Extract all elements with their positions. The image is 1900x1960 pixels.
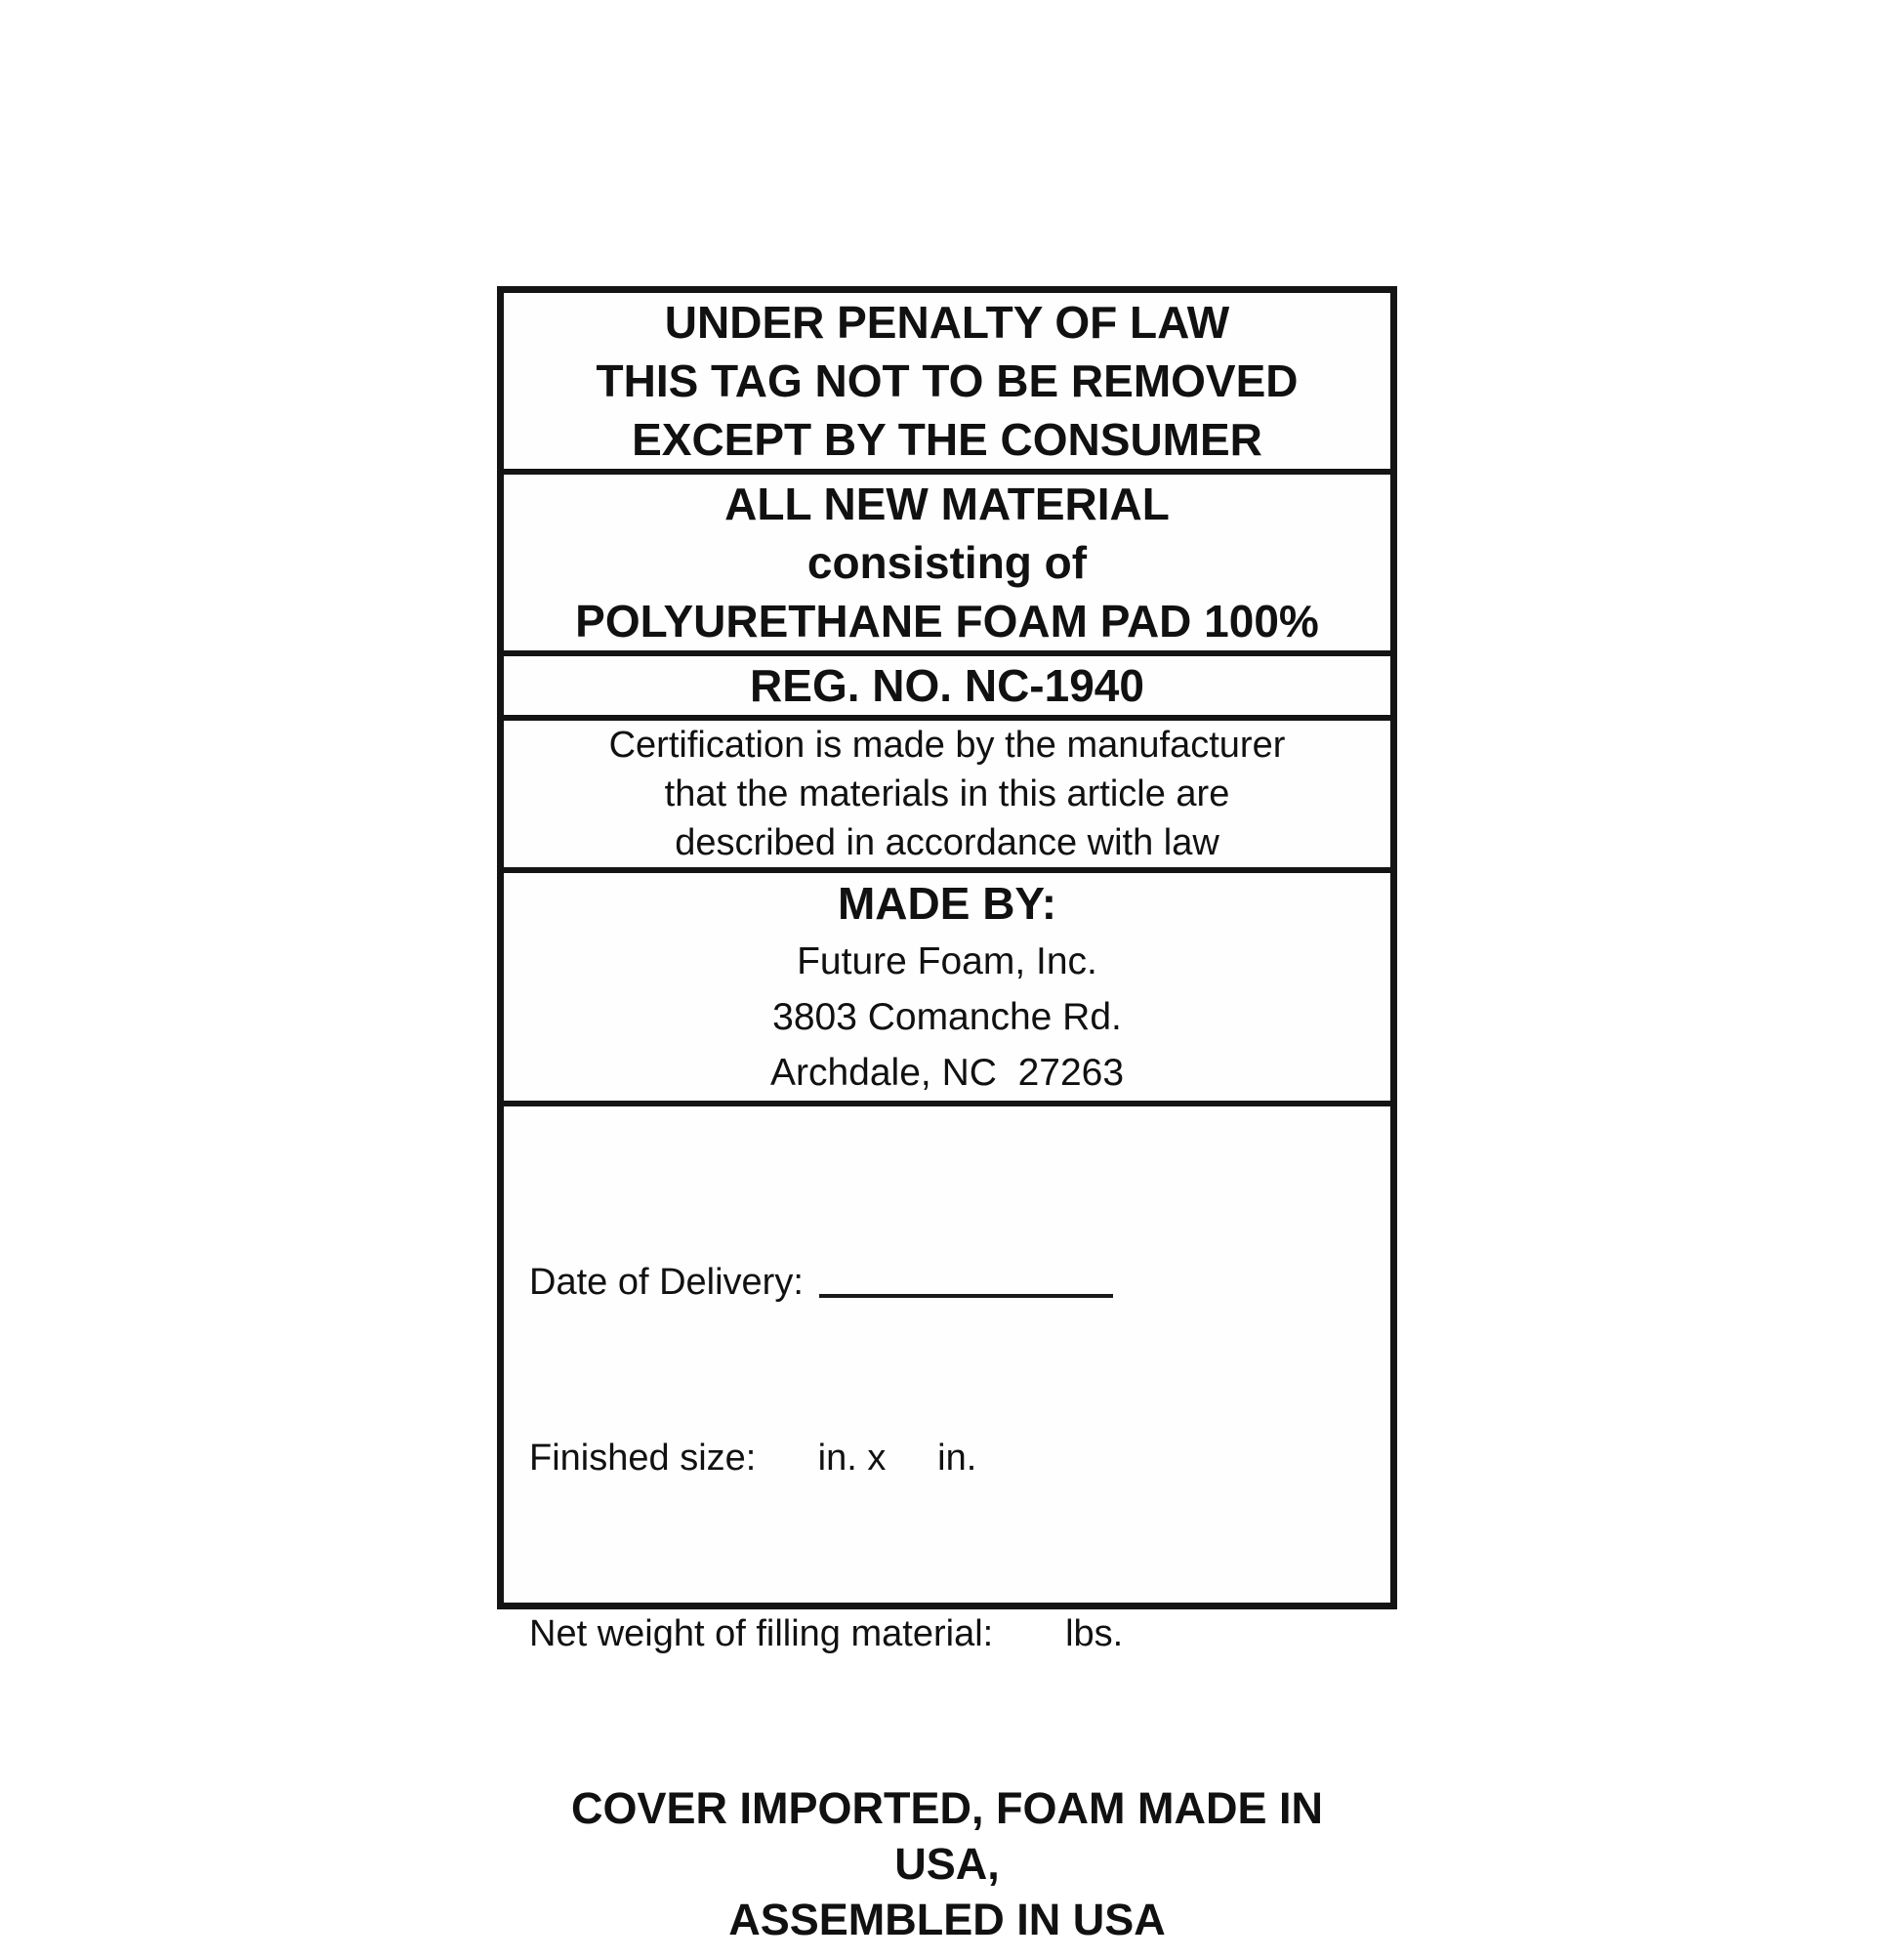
origin-line-1: COVER IMPORTED, FOAM MADE IN USA, xyxy=(570,1783,1323,1889)
material-section xyxy=(504,475,1390,656)
penalty-line-2: THIS TAG NOT TO BE REMOVED xyxy=(596,355,1299,406)
material-line-1: ALL NEW MATERIAL xyxy=(724,479,1170,529)
material-line-2: consisting of xyxy=(806,537,1088,588)
penalty-line-1: UNDER PENALTY OF LAW xyxy=(664,297,1230,348)
details-section xyxy=(504,1106,1390,1960)
origin-line-2: ASSEMBLED IN USA xyxy=(728,1895,1166,1944)
fill-in-block xyxy=(529,1136,1365,1780)
penalty-section xyxy=(504,293,1390,475)
material-line-3: POLYURETHANE FOAM PAD 100% xyxy=(575,596,1319,646)
law-tag xyxy=(497,286,1397,1944)
manufacturer-city-state-zip: Archdale, NC 27263 xyxy=(769,1052,1125,1094)
made-by-heading: MADE BY: xyxy=(837,878,1057,929)
date-of-delivery-blank-line xyxy=(819,1265,1113,1298)
certification-line-2: that the materials in this article are xyxy=(664,773,1230,814)
origin-statement xyxy=(529,1780,1365,1947)
net-weight-line: Net weight of filling material: lbs. xyxy=(529,1613,1124,1654)
certification-section xyxy=(504,721,1390,873)
date-of-delivery-label: Date of Delivery: xyxy=(529,1262,804,1303)
certification-line-1: Certification is made by the manufacturer xyxy=(608,725,1286,766)
made-by-section xyxy=(504,873,1390,1106)
registration-number: REG. NO. NC-1940 xyxy=(750,660,1144,711)
finished-size-line: Finished size: in. x in. xyxy=(529,1438,977,1479)
registration-section xyxy=(504,656,1390,721)
penalty-line-3: EXCEPT BY THE CONSUMER xyxy=(632,414,1262,465)
date-of-delivery-line xyxy=(529,1253,1365,1312)
certification-line-3: described in accordance with law xyxy=(675,822,1219,863)
manufacturer-street: 3803 Comanche Rd. xyxy=(772,996,1122,1038)
manufacturer-name: Future Foam, Inc. xyxy=(797,940,1097,982)
